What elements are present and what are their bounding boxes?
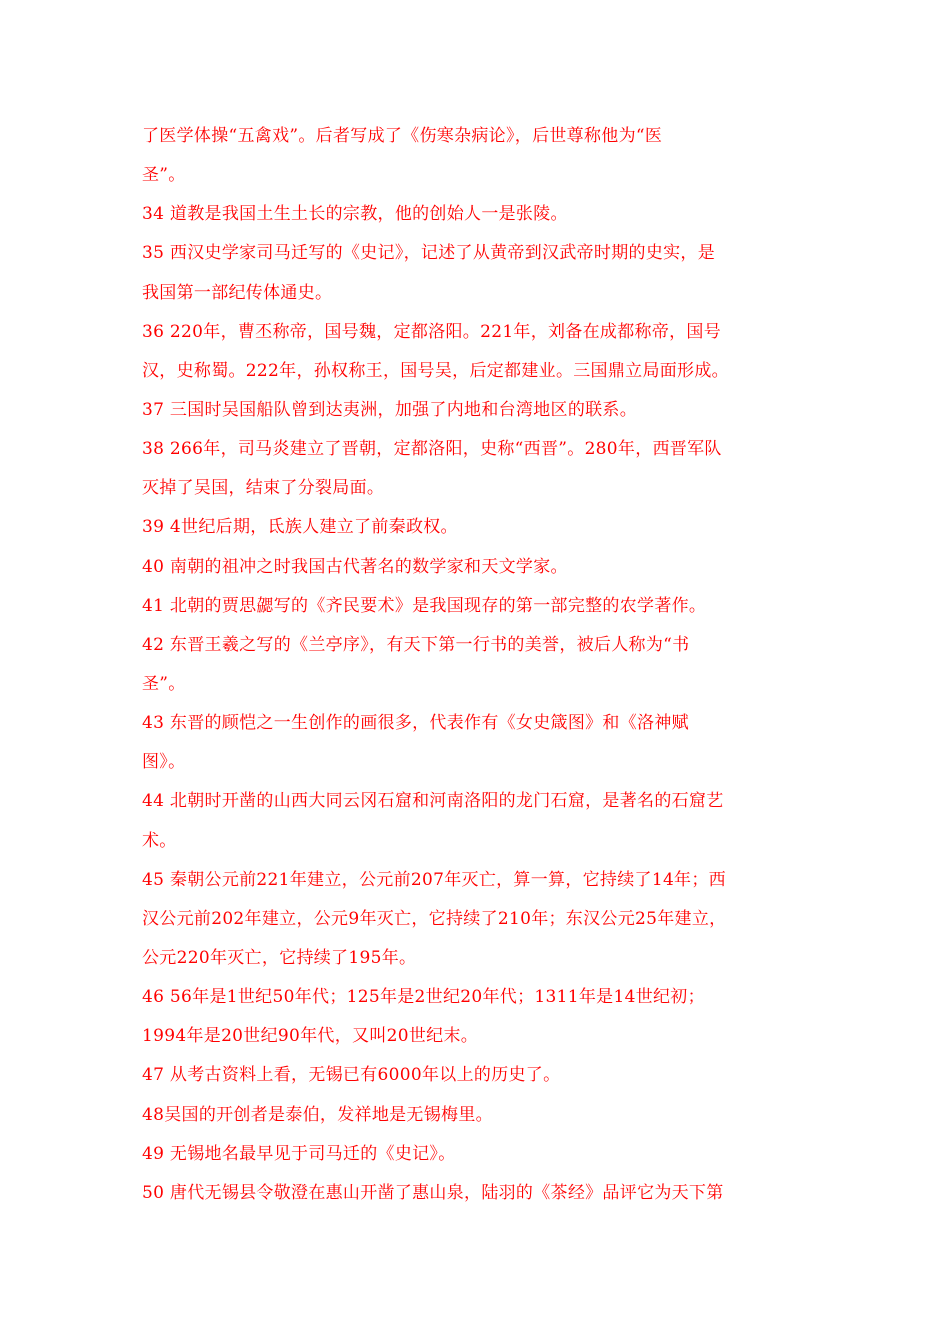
- text-line: 圣”。: [142, 165, 186, 186]
- text-line: 汉公元前202年建立，公元9年灭亡，它持续了210年；东汉公元25年建立，: [142, 908, 727, 929]
- text-line: 34 道教是我国土生土长的宗教，他的创始人一是张陵。: [142, 204, 568, 225]
- text-line: 41 北朝的贾思勰写的《齐民要术》是我国现存的第一部完整的农学著作。: [142, 595, 707, 616]
- text-line: 43 东晋的顾恺之一生创作的画很多，代表作有《女史箴图》和《洛神赋: [142, 713, 689, 734]
- text-line: 我国第一部纪传体通史。: [142, 282, 333, 303]
- text-line: 35 西汉史学家司马迁写的《史记》，记述了从黄帝到汉武帝时期的史实，是: [142, 243, 716, 264]
- text-line: 汉，史称蜀。222年，孙权称王，国号吴，后定都建业。三国鼎立局面形成。: [142, 360, 729, 381]
- text-line: 50 唐代无锡县令敬澄在惠山开凿了惠山泉，陆羽的《茶经》品评它为天下第: [142, 1182, 724, 1203]
- text-line: 47 从考古资料上看，无锡已有6000年以上的历史了。: [142, 1065, 561, 1086]
- text-line: 术。: [142, 830, 177, 851]
- text-line: 39 4世纪后期，氐族人建立了前秦政权。: [142, 517, 458, 538]
- text-line: 49 无锡地名最早见于司马迁的《史记》。: [142, 1143, 456, 1164]
- text-line: 了医学体操“五禽戏”。后者写成了《伤寒杂病论》，后世尊称他为“医: [142, 126, 663, 146]
- text-line: 46 56年是1世纪50年代；125年是2世纪20年代；1311年是14世纪初；: [142, 987, 705, 1008]
- text-line: 36 220年，曹丕称帝，国号魏，定都洛阳。221年，刘备在成都称帝，国号: [142, 321, 722, 342]
- text-line: 1994年是20世纪90年代，又叫20世纪末。: [142, 1026, 479, 1047]
- text-line: 45 秦朝公元前221年建立，公元前207年灭亡，算一算，它持续了14年；西: [142, 869, 726, 890]
- text-line: 48吴国的开创者是泰伯，发祥地是无锡梅里。: [142, 1104, 493, 1125]
- text-line: 灭掉了吴国，结束了分裂局面。: [142, 478, 385, 499]
- text-line: 圣”。: [142, 673, 186, 694]
- text-line: 公元220年灭亡，它持续了195年。: [142, 947, 417, 968]
- text-line: 42 东晋王羲之写的《兰亭序》，有天下第一行书的美誉，被后人称为“书: [142, 634, 690, 655]
- text-line: 40 南朝的祖冲之时我国古代著名的数学家和天文学家。: [142, 556, 568, 577]
- text-line: 图》。: [142, 752, 186, 773]
- document-body: [142, 117, 802, 1213]
- text-line: 44 北朝时开凿的山西大同云冈石窟和河南洛阳的龙门石窟，是著名的石窟艺: [142, 791, 724, 812]
- text-line: 37 三国时吴国船队曾到达夷洲，加强了内地和台湾地区的联系。: [142, 399, 638, 420]
- text-line: 38 266年，司马炎建立了晋朝，定都洛阳，史称“西晋”。280年，西晋军队: [142, 439, 722, 460]
